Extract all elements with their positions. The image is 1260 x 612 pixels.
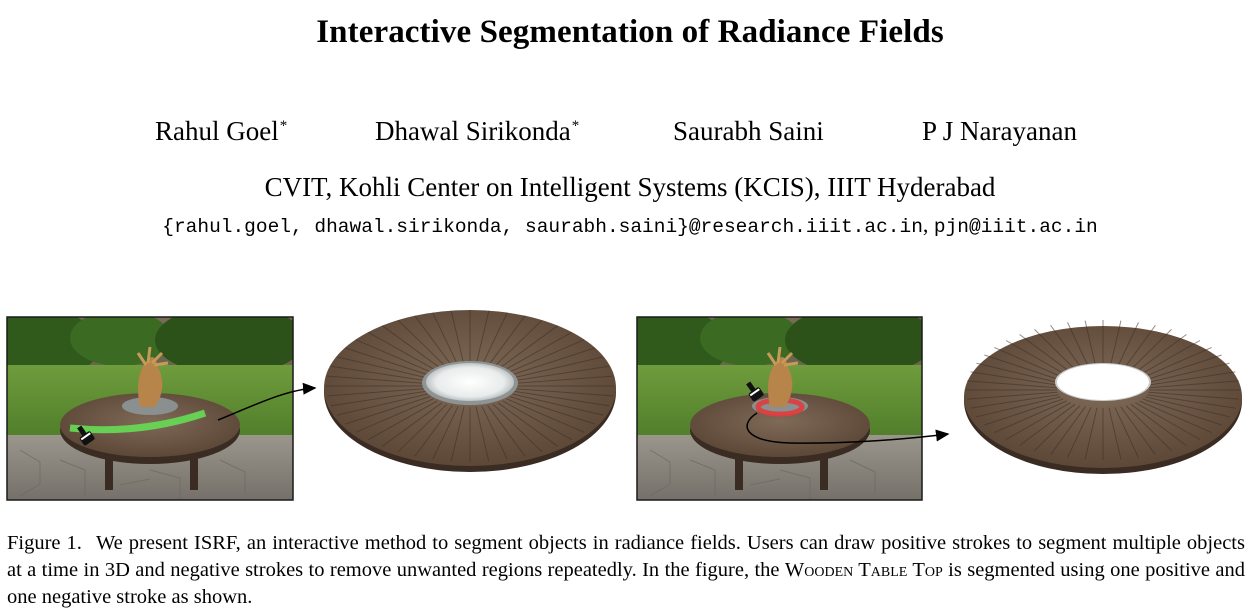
author-name: P J Narayanan — [922, 116, 1077, 146]
scene-photo-negative-stroke — [610, 310, 935, 500]
email-separator: , — [922, 212, 929, 237]
author-name: Saurabh Saini — [673, 116, 824, 146]
author-rahul-goel — [155, 116, 287, 147]
author-saurabh-saini — [673, 116, 824, 147]
scene-photo-positive-stroke — [0, 310, 305, 500]
segmented-table-top-1 — [324, 310, 616, 472]
affiliation: CVIT, Kohli Center on Intelligent Systems (KCIS), IIIT Hyderabad — [264, 172, 996, 202]
figure-caption — [7, 530, 1245, 611]
equal-contribution-mark: * — [571, 118, 580, 134]
author-pj-narayanan — [922, 116, 1077, 147]
author-name: Dhawal Sirikonda — [375, 116, 571, 146]
author-dhawal-sirikonda — [375, 116, 579, 147]
group-email[interactable]: {rahul.goel, dhawal.sirikonda, saurabh.saini}@research.iiit.ac.in — [162, 216, 923, 238]
author-emails — [0, 212, 1260, 238]
paper-title: Interactive Segmentation of Radiance Fields — [316, 14, 944, 50]
pjn-email[interactable]: pjn@iiit.ac.in — [933, 216, 1098, 238]
caption-object-name: Wooden Table Top — [784, 559, 943, 581]
figure-1 — [0, 310, 1260, 510]
equal-contribution-mark: * — [279, 118, 288, 134]
author-name: Rahul Goel — [155, 116, 279, 146]
author-list — [0, 116, 1260, 152]
caption-text-after: is segmented using one positive and one negative stroke as shown. — [7, 559, 1245, 608]
segmented-table-top-2 — [964, 320, 1242, 474]
caption-text-before: We present ISRF, an interactive method to segment objects in radiance fields. Users can draw positive strokes to segment multiple objects at a time in 3D and negative strokes to remove unwanted regions repeatedly. In the figure, the — [7, 532, 1245, 581]
caption-label: Figure 1. — [7, 532, 82, 554]
